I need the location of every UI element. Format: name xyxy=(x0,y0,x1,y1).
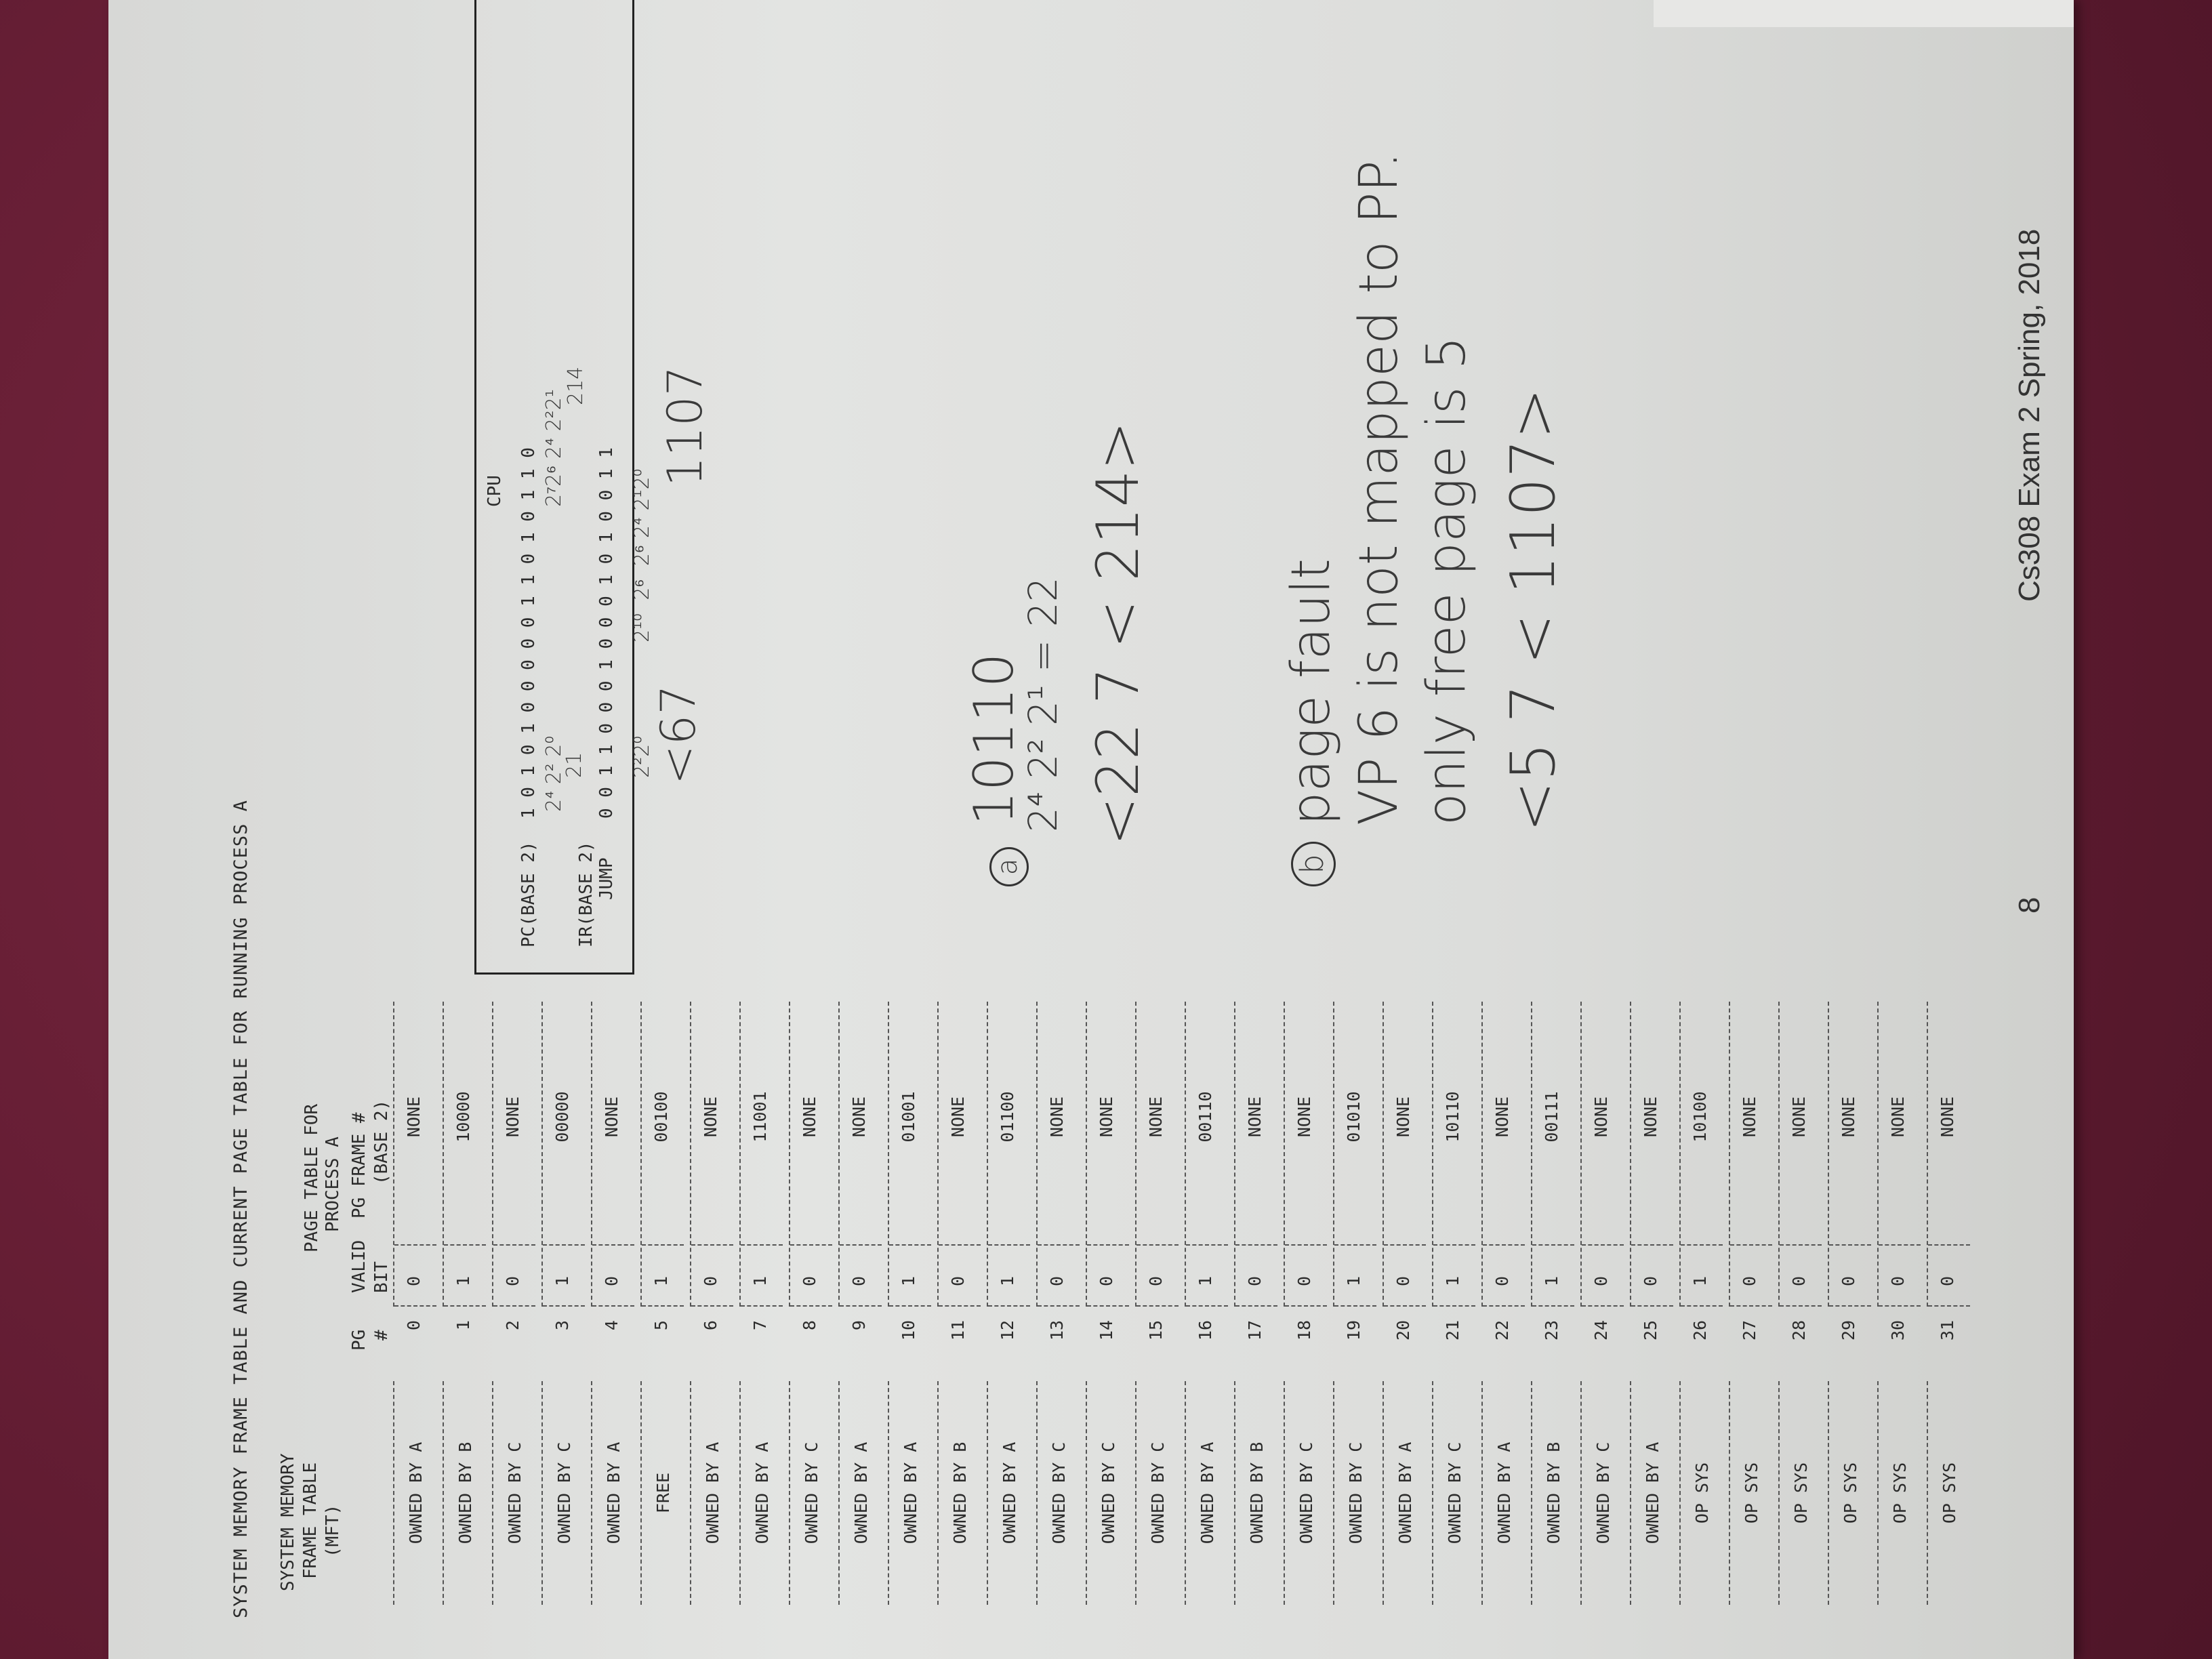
mft-row: OWNED BY A xyxy=(1382,1381,1426,1605)
valid-bit-cell: 0 xyxy=(1938,1275,1957,1286)
valid-bit-cell: 0 xyxy=(602,1275,621,1286)
page-number-cell: 12 xyxy=(998,1320,1017,1341)
page-table-row xyxy=(541,1002,585,1307)
page-number-cell: 28 xyxy=(1789,1320,1809,1341)
row-divider xyxy=(1483,1243,1525,1246)
row-divider xyxy=(691,1304,733,1307)
page-table-row xyxy=(1086,1002,1129,1307)
page-frame-cell: NONE xyxy=(1393,1096,1413,1138)
valid-bit-cell: 1 xyxy=(1195,1275,1215,1286)
page-number-cell: 21 xyxy=(1443,1320,1462,1341)
pg-label-1: PG xyxy=(349,1329,369,1351)
row-divider xyxy=(1681,1304,1723,1307)
valid-bit-cell: 0 xyxy=(1294,1275,1314,1286)
page-number-cell: 9 xyxy=(849,1320,869,1331)
page-number-cell: 8 xyxy=(800,1320,819,1331)
row-divider xyxy=(1235,1243,1277,1246)
row-divider xyxy=(1334,1304,1376,1307)
page-frame-cell: 00000 xyxy=(552,1091,572,1143)
hw-marker-a: a xyxy=(989,847,1029,886)
page-table-row xyxy=(393,1002,436,1307)
valid-bit-cell: 0 xyxy=(1740,1275,1759,1286)
row-divider xyxy=(592,1243,634,1246)
page-frame-cell: 01010 xyxy=(1344,1091,1364,1143)
page-table-row xyxy=(1135,1002,1179,1307)
hw-pc-offset-bits: 2⁷2⁶ 2⁴ 2²2¹ xyxy=(542,389,566,507)
valid-bit-cell: 0 xyxy=(1839,1275,1858,1286)
valid-bit-cell: 0 xyxy=(1888,1275,1908,1286)
page-table-row xyxy=(888,1002,931,1307)
row-divider xyxy=(1780,1243,1822,1246)
row-divider xyxy=(840,1243,882,1246)
mft-row: OWNED BY A xyxy=(739,1381,783,1605)
hw-ir-offset-bits: 2¹⁰ 2⁶ 2⁶ 2⁴ 2¹2⁰ xyxy=(630,468,654,642)
hw-a-line1: 10110 xyxy=(962,653,1025,825)
page-number-cell: 26 xyxy=(1690,1320,1710,1341)
page-frame-cell: NONE xyxy=(1888,1096,1908,1138)
page-table-row xyxy=(1630,1002,1673,1307)
page-number-cell: 29 xyxy=(1839,1320,1858,1341)
mft-row: OWNED BY C xyxy=(541,1381,585,1605)
hw-a-line2: 2⁴ 2² 2¹ = 22 xyxy=(1020,577,1066,832)
pt-header-line1: PAGE TABLE FOR xyxy=(302,1103,322,1252)
page-number-cell: 7 xyxy=(750,1320,770,1331)
page-frame-cell: NONE xyxy=(948,1096,968,1138)
page-table-row xyxy=(838,1002,882,1307)
page-number-cell: 23 xyxy=(1542,1320,1561,1341)
row-divider xyxy=(790,1243,832,1246)
page-number: 8 xyxy=(2013,897,2046,914)
pc-value: 1 0 1 0 1 0 0 0 0 0 1 1 0 1 0 1 1 0 xyxy=(518,447,539,819)
page-frame-cell: 10000 xyxy=(453,1091,473,1143)
row-divider xyxy=(1235,1304,1277,1307)
row-divider xyxy=(1384,1304,1426,1307)
row-divider xyxy=(1186,1304,1228,1307)
row-divider xyxy=(889,1304,931,1307)
valid-bit-cell: 1 xyxy=(1542,1275,1561,1286)
row-divider xyxy=(889,1243,931,1246)
row-divider xyxy=(691,1243,733,1246)
mft-row: OWNED BY C xyxy=(1036,1381,1080,1605)
valid-bit-cell: 0 xyxy=(800,1275,819,1286)
valid-bit-cell: 0 xyxy=(1245,1275,1265,1286)
hw-b-line1: page fault xyxy=(1281,558,1342,825)
row-divider xyxy=(988,1304,1030,1307)
row-divider xyxy=(1582,1243,1624,1246)
page-table-row xyxy=(937,1002,981,1307)
hw-pc-bits: 2⁴ 2² 2⁰ xyxy=(542,735,566,812)
page-number-cell: 5 xyxy=(651,1320,671,1331)
ir-op: JUMP xyxy=(596,857,617,900)
mft-row: OWNED BY B xyxy=(1531,1381,1574,1605)
page-number-cell: 4 xyxy=(602,1320,621,1331)
page-title: SYSTEM MEMORY FRAME TABLE AND CURRENT PAGE TABLE FOR RUNNING PROCESS A xyxy=(230,800,251,1618)
page-frame-cell: NONE xyxy=(1740,1096,1759,1138)
page-number-cell: 14 xyxy=(1097,1320,1116,1341)
row-divider xyxy=(1928,1243,1970,1246)
valid-bit-cell: 0 xyxy=(1097,1275,1116,1286)
cpu-label: CPU xyxy=(485,475,505,507)
page-frame-cell: 10110 xyxy=(1443,1091,1462,1143)
mft-row: OWNED BY A xyxy=(690,1381,733,1605)
row-divider xyxy=(1829,1304,1871,1307)
page-frame-cell: NONE xyxy=(1591,1096,1611,1138)
mft-row: OWNED BY A xyxy=(1630,1381,1673,1605)
page-table-row xyxy=(987,1002,1030,1307)
page-frame-cell: NONE xyxy=(849,1096,869,1138)
page-number-cell: 25 xyxy=(1641,1320,1660,1341)
mft-row: OWNED BY A xyxy=(591,1381,634,1605)
page-frame-cell: 00111 xyxy=(1542,1091,1561,1143)
page-table-row xyxy=(1382,1002,1426,1307)
page-table-row xyxy=(1927,1002,1970,1307)
page-frame-cell: NONE xyxy=(1492,1096,1512,1138)
row-divider xyxy=(1285,1243,1327,1246)
page-table-row xyxy=(492,1002,535,1307)
hw-pc-sum: 21 xyxy=(562,752,586,778)
page-frame-cell: 01001 xyxy=(899,1091,918,1143)
mft-row: OP SYS xyxy=(1927,1381,1970,1605)
mft-row: FREE xyxy=(640,1381,684,1605)
page-table-row xyxy=(1531,1002,1574,1307)
page-frame-cell: NONE xyxy=(1789,1096,1809,1138)
page-table-row xyxy=(1778,1002,1822,1307)
valid-label-1: VALID xyxy=(349,1240,369,1293)
row-divider xyxy=(939,1304,981,1307)
mft-row: OWNED BY A xyxy=(393,1381,436,1605)
pg-label-2: # xyxy=(371,1330,392,1340)
valid-label-2: BIT xyxy=(371,1261,392,1293)
row-divider xyxy=(840,1304,882,1307)
valid-bit-cell: 1 xyxy=(998,1275,1017,1286)
page-frame-cell: 11001 xyxy=(750,1091,770,1143)
row-divider xyxy=(592,1304,634,1307)
mft-row: OWNED BY A xyxy=(1481,1381,1525,1605)
page-number-cell: 3 xyxy=(552,1320,572,1331)
page-number-cell: 10 xyxy=(899,1320,918,1341)
row-divider xyxy=(1087,1304,1129,1307)
row-divider xyxy=(1186,1243,1228,1246)
row-divider xyxy=(1483,1304,1525,1307)
page-number-cell: 24 xyxy=(1591,1320,1611,1341)
valid-bit-cell: 1 xyxy=(1443,1275,1462,1286)
row-divider xyxy=(1087,1243,1129,1246)
row-divider xyxy=(741,1304,783,1307)
page-table-row xyxy=(591,1002,634,1307)
row-divider xyxy=(1532,1243,1574,1246)
valid-bit-cell: 0 xyxy=(948,1275,968,1286)
valid-bit-cell: 1 xyxy=(1690,1275,1710,1286)
page-frame-cell: NONE xyxy=(1938,1096,1957,1138)
page-number-cell: 31 xyxy=(1938,1320,1957,1341)
exam-page xyxy=(108,0,2074,1659)
mft-row: OWNED BY C xyxy=(492,1381,535,1605)
page-number-cell: 22 xyxy=(1492,1320,1512,1341)
valid-bit-cell: 0 xyxy=(503,1275,523,1286)
row-divider xyxy=(444,1243,486,1246)
hw-marker-b: b xyxy=(1291,842,1336,886)
row-divider xyxy=(394,1243,436,1246)
page-table-row xyxy=(1284,1002,1327,1307)
page-table-row xyxy=(1432,1002,1475,1307)
mft-row: OWNED BY A xyxy=(1185,1381,1228,1605)
page-number-cell: 6 xyxy=(701,1320,720,1331)
row-divider xyxy=(1384,1243,1426,1246)
valid-bit-cell: 0 xyxy=(849,1275,869,1286)
mft-row: OWNED BY C xyxy=(1432,1381,1475,1605)
mft-row: OWNED BY C xyxy=(1086,1381,1129,1605)
page-frame-cell: NONE xyxy=(1146,1096,1166,1138)
page-table-row xyxy=(739,1002,783,1307)
page-frame-cell: 00100 xyxy=(651,1091,671,1143)
page-number-cell: 11 xyxy=(948,1320,968,1341)
page-frame-cell: NONE xyxy=(1839,1096,1858,1138)
valid-bit-cell: 1 xyxy=(651,1275,671,1286)
page-frame-cell: NONE xyxy=(1641,1096,1660,1138)
row-divider xyxy=(1136,1304,1179,1307)
row-divider xyxy=(1631,1243,1673,1246)
valid-bit-cell: 0 xyxy=(1591,1275,1611,1286)
mft-header-line3: (MFT) xyxy=(323,1504,343,1557)
valid-bit-cell: 0 xyxy=(1393,1275,1413,1286)
row-divider xyxy=(642,1243,684,1246)
row-divider xyxy=(543,1304,585,1307)
mft-row: OWNED BY C xyxy=(1284,1381,1327,1605)
footer-text: Cs308 Exam 2 Spring, 2018 xyxy=(2013,228,2046,602)
row-divider xyxy=(493,1243,535,1246)
valid-bit-cell: 1 xyxy=(453,1275,473,1286)
page-number-cell: 15 xyxy=(1146,1320,1166,1341)
page-table-row xyxy=(1234,1002,1277,1307)
page-table-row xyxy=(1333,1002,1376,1307)
row-divider xyxy=(939,1243,981,1246)
page-table-row xyxy=(1877,1002,1921,1307)
valid-bit-cell: 0 xyxy=(1641,1275,1660,1286)
page-table-row xyxy=(690,1002,733,1307)
row-divider xyxy=(1038,1304,1080,1307)
row-divider xyxy=(1038,1243,1080,1246)
hw-ir-bits: 2²2⁰ xyxy=(630,735,654,778)
hw-ir-page: <67 xyxy=(651,684,706,785)
row-divider xyxy=(1631,1304,1673,1307)
mft-row: OWNED BY C xyxy=(1580,1381,1624,1605)
row-divider xyxy=(1285,1304,1327,1307)
row-divider xyxy=(1433,1243,1475,1246)
page-table-row xyxy=(640,1002,684,1307)
page-number-cell: 30 xyxy=(1888,1320,1908,1341)
valid-bit-cell: 0 xyxy=(701,1275,720,1286)
page-frame-cell: NONE xyxy=(602,1096,621,1138)
mft-row: OP SYS xyxy=(1679,1381,1723,1605)
page-table-row xyxy=(1828,1002,1871,1307)
valid-bit-cell: 0 xyxy=(404,1275,424,1286)
mft-row: OWNED BY C xyxy=(789,1381,832,1605)
hw-b-line2: VP 6 is not mapped to PP. xyxy=(1349,151,1410,825)
page-number-cell: 16 xyxy=(1195,1320,1215,1341)
page-number-cell: 19 xyxy=(1344,1320,1364,1341)
valid-bit-cell: 0 xyxy=(1492,1275,1512,1286)
pt-header-line2: PROCESS A xyxy=(323,1136,343,1232)
page-frame-cell: 00110 xyxy=(1195,1091,1215,1143)
mft-row: OP SYS xyxy=(1877,1381,1921,1605)
valid-bit-cell: 1 xyxy=(899,1275,918,1286)
frame-label-2: (BASE 2) xyxy=(371,1099,392,1185)
row-divider xyxy=(1829,1243,1871,1246)
row-divider xyxy=(1730,1243,1772,1246)
mft-row: OWNED BY C xyxy=(1135,1381,1179,1605)
frame-label-1: PG FRAME # xyxy=(349,1112,369,1218)
page-frame-cell: NONE xyxy=(1245,1096,1265,1138)
page-frame-cell: NONE xyxy=(1294,1096,1314,1138)
hw-ir-offset: 1107 xyxy=(657,365,713,487)
hw-a-line3: <22 7 < 214> xyxy=(1084,421,1152,846)
page-number-cell: 27 xyxy=(1740,1320,1759,1341)
page-table-row xyxy=(443,1002,486,1307)
row-divider xyxy=(543,1243,585,1246)
page-frame-cell: NONE xyxy=(800,1096,819,1138)
page-frame-cell: NONE xyxy=(1097,1096,1116,1138)
page-number-cell: 18 xyxy=(1294,1320,1314,1341)
page-number-cell: 0 xyxy=(404,1320,424,1331)
hw-b-line3: only free page is 5 xyxy=(1416,336,1477,825)
row-divider xyxy=(1136,1243,1179,1246)
page-frame-cell: NONE xyxy=(1047,1096,1067,1138)
row-divider xyxy=(988,1243,1030,1246)
page-number-cell: 2 xyxy=(503,1320,523,1331)
hw-b-line4: <5 7 < 1107> xyxy=(1498,388,1569,832)
row-divider xyxy=(1582,1304,1624,1307)
valid-bit-cell: 0 xyxy=(1789,1275,1809,1286)
page-table-row xyxy=(1580,1002,1624,1307)
page-frame-cell: NONE xyxy=(503,1096,523,1138)
mft-header-line1: SYSTEM MEMORY xyxy=(278,1453,298,1591)
row-divider xyxy=(1334,1243,1376,1246)
mft-row: OWNED BY B xyxy=(443,1381,486,1605)
mft-row: OWNED BY A xyxy=(838,1381,882,1605)
mft-row: OP SYS xyxy=(1828,1381,1871,1605)
valid-bit-cell: 1 xyxy=(1344,1275,1364,1286)
row-divider xyxy=(1780,1304,1822,1307)
valid-bit-cell: 0 xyxy=(1146,1275,1166,1286)
row-divider xyxy=(394,1304,436,1307)
row-divider xyxy=(493,1304,535,1307)
page-frame-cell: 10100 xyxy=(1690,1091,1710,1143)
mft-row: OWNED BY C xyxy=(1333,1381,1376,1605)
ir-value: 0 0 1 1 0 0 0 1 0 0 0 1 0 1 0 0 1 1 xyxy=(596,447,617,819)
mft-header-line2: FRAME TABLE xyxy=(300,1462,321,1579)
page-frame-cell: 01100 xyxy=(998,1091,1017,1143)
page-table-row xyxy=(1481,1002,1525,1307)
page-table-row xyxy=(1036,1002,1080,1307)
page-number-cell: 17 xyxy=(1245,1320,1265,1341)
valid-bit-cell: 0 xyxy=(1047,1275,1067,1286)
mft-row: OWNED BY B xyxy=(1234,1381,1277,1605)
page-frame-cell: NONE xyxy=(404,1096,424,1138)
page-number-cell: 1 xyxy=(453,1320,473,1331)
row-divider xyxy=(1928,1304,1970,1307)
page-table-row xyxy=(1679,1002,1723,1307)
row-divider xyxy=(444,1304,486,1307)
page-table-row xyxy=(789,1002,832,1307)
row-divider xyxy=(1879,1243,1921,1246)
valid-bit-cell: 1 xyxy=(552,1275,572,1286)
row-divider xyxy=(1681,1243,1723,1246)
row-divider xyxy=(1730,1304,1772,1307)
row-divider xyxy=(741,1243,783,1246)
mft-row: OP SYS xyxy=(1729,1381,1772,1605)
row-divider xyxy=(1879,1304,1921,1307)
page-table-row xyxy=(1185,1002,1228,1307)
mft-row: OWNED BY A xyxy=(888,1381,931,1605)
page-number-cell: 13 xyxy=(1047,1320,1067,1341)
page-frame-cell: NONE xyxy=(701,1096,720,1138)
pc-label: PC(BASE 2) xyxy=(518,841,539,947)
valid-bit-cell: 1 xyxy=(750,1275,770,1286)
row-divider xyxy=(1433,1304,1475,1307)
ir-label: IR(BASE 2) xyxy=(576,841,596,947)
mft-row: OP SYS xyxy=(1778,1381,1822,1605)
row-divider xyxy=(790,1304,832,1307)
mft-row: OWNED BY A xyxy=(987,1381,1030,1605)
row-divider xyxy=(642,1304,684,1307)
row-divider xyxy=(1532,1304,1574,1307)
page-number-cell: 20 xyxy=(1393,1320,1413,1341)
hw-pc-offset-sum: 214 xyxy=(564,366,588,405)
mft-row: OWNED BY B xyxy=(937,1381,981,1605)
page-table-row xyxy=(1729,1002,1772,1307)
